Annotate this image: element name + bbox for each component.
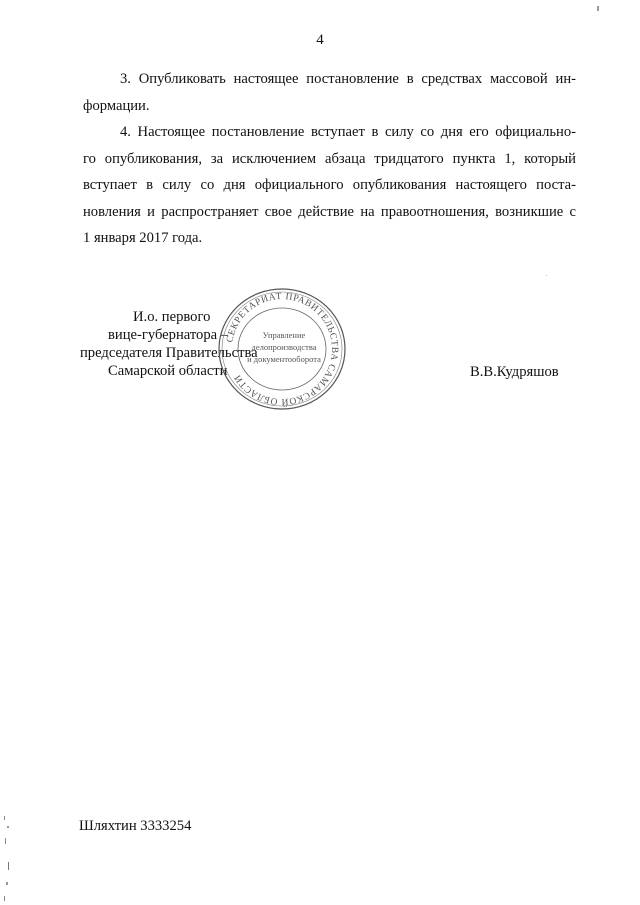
page-number: 4 — [316, 32, 324, 48]
text-line: 4. Настоящее постановление вступает в силу со дня его официально- — [120, 124, 576, 140]
signatory-name: В.В.Кудряшов — [470, 364, 559, 380]
text-line: вступает в силу со дня официального опубликования настоящего поста- — [83, 177, 576, 193]
stamp-center-line: делопроизводства — [251, 342, 317, 352]
position-line: Самарской области — [108, 363, 228, 379]
stamp-center-line: и документооборота — [247, 354, 321, 364]
text-line: 1 января 2017 года. — [83, 230, 203, 246]
position-line: вице-губернатора – — [108, 327, 229, 343]
stamp-seal-icon — [216, 286, 348, 412]
text-line: новления и распространяет свое действие на правоотношения, возникшие с — [83, 203, 576, 220]
document-body — [83, 66, 576, 252]
paragraph-3 — [83, 66, 576, 119]
text-line: го опубликования, за исключением абзаца тридцатого пункта 1, который — [83, 150, 576, 167]
text-line: формации. — [83, 97, 150, 114]
text-line: 3. Опубликовать настоящее постановление в средствах массовой ин- — [120, 71, 576, 87]
official-stamp — [216, 286, 348, 412]
position-line: И.о. первого — [133, 309, 211, 325]
position-line: председателя Правительства — [80, 345, 258, 361]
executor-note: Шляхтин 3333254 — [79, 818, 192, 834]
stamp-ring-text: СЕКРЕТАРИАТ ПРАВИТЕЛЬСТВА САМАРСКОЙ ОБЛАСТИ — [225, 291, 340, 407]
paragraph-4 — [83, 119, 576, 252]
stamp-center-line: Управление — [262, 330, 306, 340]
